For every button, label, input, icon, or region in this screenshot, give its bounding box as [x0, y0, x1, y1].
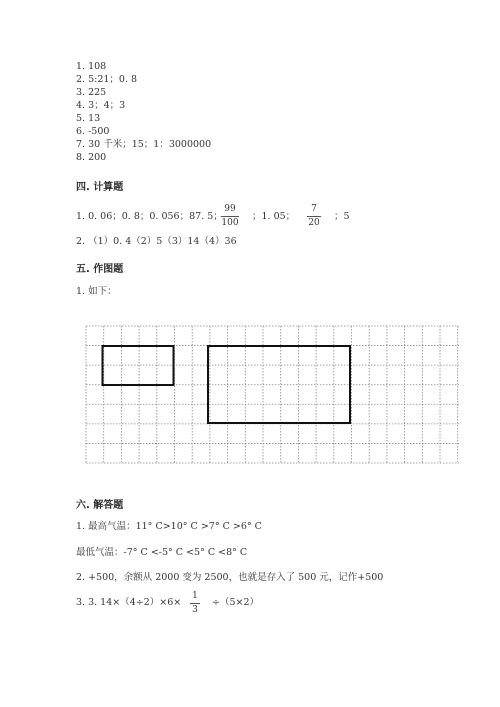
calc-q1-mid: ；1. 05； — [252, 211, 296, 222]
fraction-bar — [190, 603, 200, 604]
fraction-denominator: 20 — [308, 218, 320, 228]
answer-7: 7. 30 千米；15；1：3000000 — [76, 139, 212, 150]
solve-q3-prefix: 3. 3. 14×（4÷2）×6× — [76, 597, 182, 608]
fraction-1-3 — [190, 591, 200, 616]
fraction-numerator: 1 — [192, 591, 198, 601]
answer-5: 5. 13 — [76, 113, 101, 124]
solve-q3-suffix: ÷（5×2） — [212, 597, 260, 608]
drawing-q1: 1. 如下： — [76, 286, 117, 297]
fraction-bar — [221, 216, 239, 217]
section-6-heading: 六. 解答题 — [76, 500, 124, 511]
drawing-grid — [85, 325, 461, 465]
answer-6: 6. -500 — [76, 126, 110, 137]
section-4-heading: 四. 计算题 — [76, 182, 124, 193]
solve-q1-min-temp: 最低气温：-7° C <-5° C <5° C <8° C — [76, 547, 248, 558]
answer-1: 1. 108 — [76, 61, 107, 72]
solve-q1-max-temp: 1. 最高气温：11° C>10° C >7° C >6° C — [76, 521, 262, 532]
fraction-numerator: 7 — [311, 204, 317, 214]
calc-q1-suffix: ；5 — [334, 211, 350, 222]
answer-2: 2. 5:21；0. 8 — [76, 74, 138, 85]
fraction-denominator: 100 — [221, 218, 239, 228]
fraction-denominator: 3 — [192, 605, 198, 615]
fraction-bar — [307, 216, 321, 217]
section-5-heading: 五. 作图题 — [76, 264, 124, 275]
fraction-numerator: 99 — [224, 204, 236, 214]
solve-q2: 2. +500，余额从 2000 变为 2500，也就是存入了 500 元，记作+500 — [76, 572, 384, 583]
answer-4: 4. 3；4；3 — [76, 100, 126, 111]
fraction-7-20 — [307, 204, 321, 229]
answer-3: 3. 225 — [76, 87, 107, 98]
answer-8: 8. 200 — [76, 152, 107, 163]
calc-q1-prefix: 1. 0. 06；0. 8；0. 056；87. 5； — [76, 211, 223, 222]
fraction-99-100 — [221, 204, 239, 229]
calc-q2: 2. （1）0. 4（2）5（3）14（4）36 — [76, 236, 237, 247]
